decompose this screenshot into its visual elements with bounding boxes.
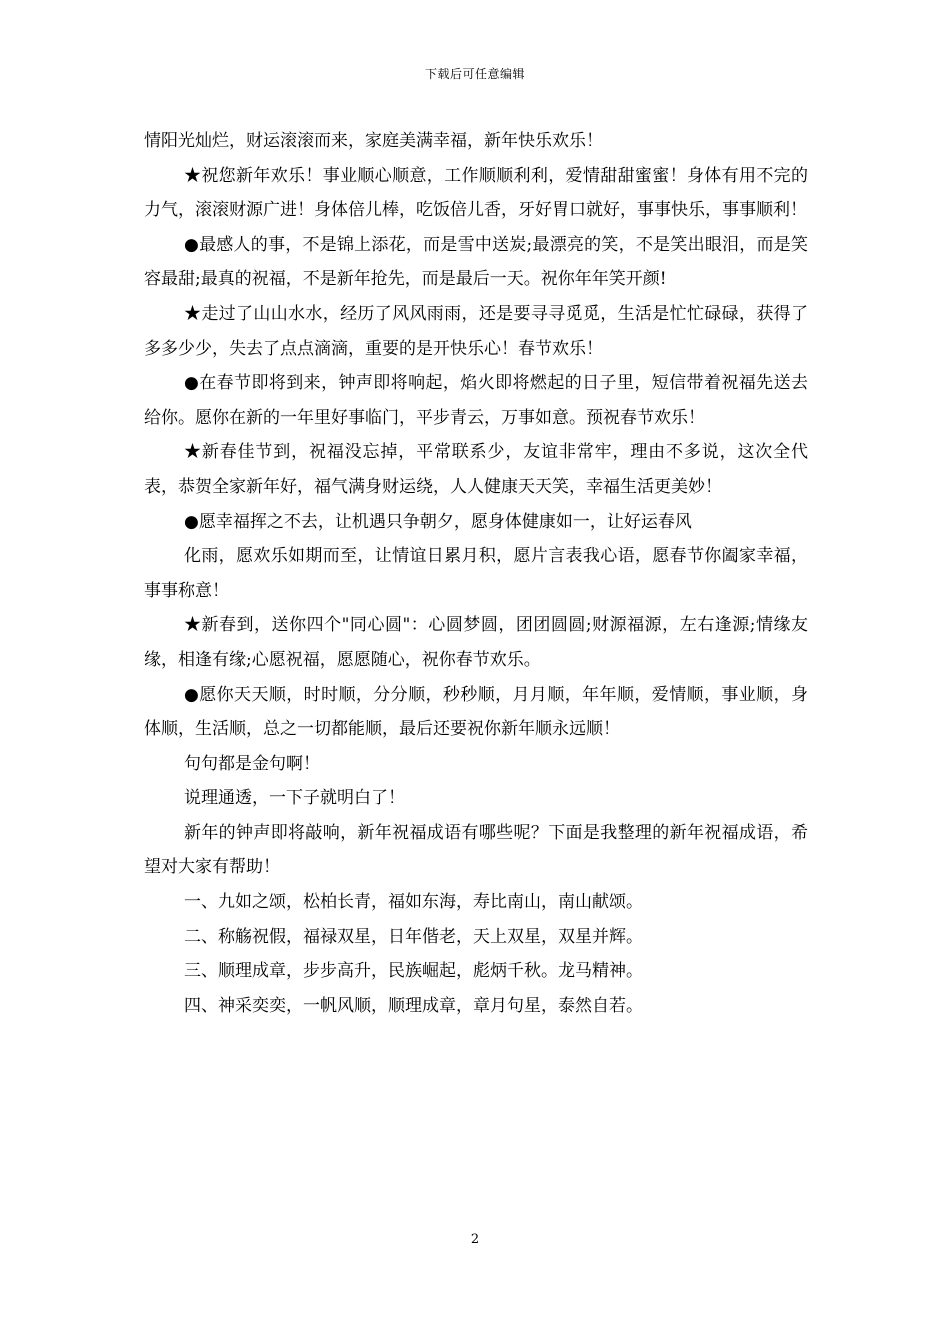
paragraph: ★新春到，送你四个"同心圆"：心圆梦圆，团团圆圆;财源福源，左右逢源;情缘友缘，相逢有缘;心愿祝福，愿愿随心，祝你春节欢乐。 <box>144 615 808 670</box>
paragraph: 化雨，愿欢乐如期而至，让情谊日累月积，愿片言表我心语，愿春节你阖家幸福，事事称意！ <box>144 546 808 601</box>
paragraph: 二、称觞祝假，福禄双星，日年偕老，天上双星，双星并辉。 <box>184 926 643 947</box>
paragraph: 情阳光灿烂，财运滚滚而来，家庭美满幸福，新年快乐欢乐！ <box>144 131 603 151</box>
paragraph: ★祝您新年欢乐！事业顺心顺意，工作顺顺利利，爱情甜甜蜜蜜！身体有用不完的力气，滚滚财源广进！身体倍儿棒，吃饭倍儿香，牙好胃口就好，事事快乐，事事顺利！ <box>144 165 808 221</box>
paragraph: 新年的钟声即将敲响，新年祝福成语有哪些呢？下面是我整理的新年祝福成语，希望对大家有帮助！ <box>144 822 808 878</box>
page-number: 2 <box>470 1232 480 1247</box>
document-body <box>144 124 808 1023</box>
paragraph: ★新春佳节到，祝福没忘掉，平常联系少，友谊非常牢，理由不多说，这次全代表，恭贺全家新年好，福气满身财运绕，人人健康天天笑，幸福生活更美妙！ <box>144 442 808 497</box>
paragraph: ●在春节即将到来，钟声即将响起，焰火即将燃起的日子里，短信带着祝福先送去给你。愿你在新的一年里好事临门，平步青云，万事如意。预祝春节欢乐！ <box>144 373 808 428</box>
paragraph: ●愿幸福挥之不去，让机遇只争朝夕，愿身体健康如一，让好运春风 <box>184 511 692 532</box>
paragraph: ★走过了山山水水，经历了风风雨雨，还是要寻寻觅觅，生活是忙忙碌碌，获得了多多少少，失去了点点滴滴，重要的是开快乐心！春节欢乐！ <box>144 303 808 359</box>
paragraph: 三、顺理成章，步步高升，民族崛起，彪炳千秋。龙马精神。 <box>184 961 643 982</box>
paragraph: ●愿你天天顺，时时顺，分分顺，秒秒顺，月月顺，年年顺，爱情顺，事业顺，身体顺，生活顺，总之一切都能顺，最后还要祝你新年顺永远顺！ <box>144 684 808 740</box>
page-header: 下载后可任意编辑 <box>424 67 525 81</box>
paragraph: 四、神采奕奕，一帆风顺，顺理成章，章月句星，泰然自若。 <box>184 995 643 1016</box>
paragraph: ●最感人的事，不是锦上添花，而是雪中送炭;最漂亮的笑，不是笑出眼泪，而是笑容最甜;最真的祝福，不是新年抢先，而是最后一天。祝你年年笑开颜! <box>144 234 808 290</box>
paragraph: 句句都是金句啊！ <box>184 753 320 774</box>
paragraph: 一、九如之颂，松柏长青，福如东海，寿比南山，南山献颂。 <box>184 892 643 913</box>
paragraph: 说理通透，一下子就明白了！ <box>184 788 405 809</box>
